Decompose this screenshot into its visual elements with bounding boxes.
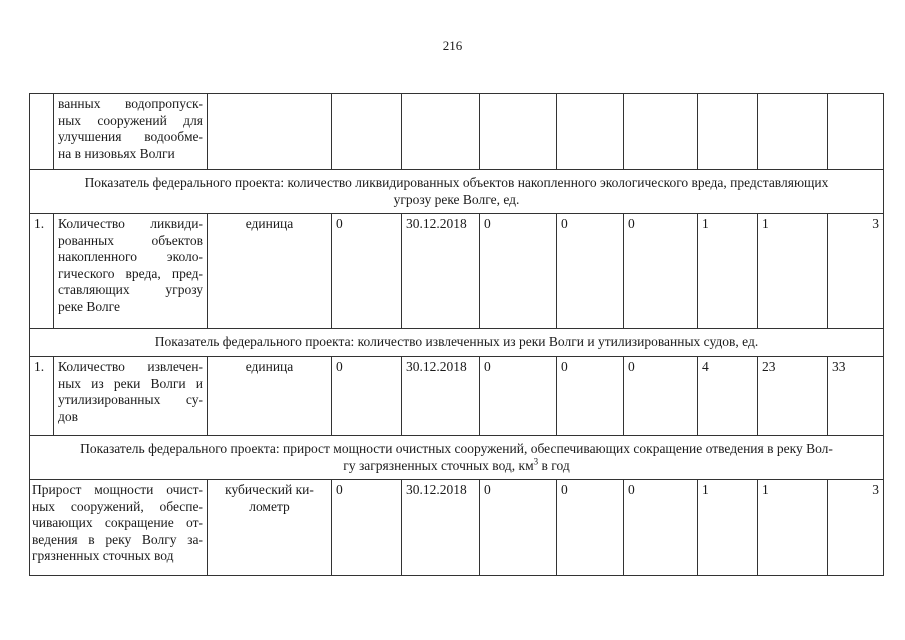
section-header-row (30, 436, 884, 480)
page-number: 216 (442, 38, 463, 53)
base-date-cell (402, 94, 480, 170)
name-line: утилизированных су- (58, 392, 203, 407)
row-number-cell: 1. (30, 214, 54, 329)
name-line: ведения в реку Волгу за- (32, 531, 203, 547)
section-header-row (30, 329, 884, 357)
value-cell: 0 (557, 214, 624, 329)
value-cell: 3 (828, 480, 884, 576)
row-number-cell: 1. (30, 357, 54, 436)
name-line: ных сооружений для (58, 112, 203, 128)
indicators-table (29, 93, 884, 576)
indicator-name-cell (54, 214, 208, 329)
section-header (30, 436, 884, 480)
indicator-name-cell (30, 480, 208, 576)
unit-cell (208, 94, 332, 170)
section-header-row (30, 170, 884, 214)
header-line: угрозу реке Волге, ед. (393, 191, 520, 207)
name-line: на в низовьях Волги (58, 145, 175, 161)
table-row (30, 214, 884, 329)
value-cell: 0 (480, 357, 557, 436)
table-row (30, 357, 884, 436)
value-cell: 1 (698, 214, 758, 329)
base-value-cell: 0 (332, 357, 402, 436)
indicator-name-cell (54, 94, 208, 170)
base-value-cell: 0 (332, 480, 402, 576)
value-cell: 33 (828, 357, 884, 436)
header-line: Показатель федерального проекта: прирост мощности очистных сооружений, обеспечивающих сокращение отведения в реку Вол- (80, 441, 833, 456)
unit-cell (208, 480, 332, 576)
table-row (30, 480, 884, 576)
value-cell: 4 (698, 357, 758, 436)
name-line: накопленного эколо- (58, 249, 203, 264)
table-row (30, 94, 884, 170)
value-cell: 1 (758, 480, 828, 576)
value-cell: 0 (557, 357, 624, 436)
name-line: ных сооружений, обеспе- (32, 498, 203, 514)
value-cell (557, 94, 624, 170)
value-cell: 1 (758, 214, 828, 329)
header-text: гу загрязненных сточных вод, км (343, 457, 534, 473)
section-header (30, 329, 884, 357)
value-cell: 0 (480, 480, 557, 576)
base-value-cell: 0 (332, 214, 402, 329)
name-line: дов (58, 408, 78, 424)
unit-line: единица (245, 359, 294, 374)
name-line: реке Волге (58, 298, 120, 314)
unit-line: лометр (249, 498, 290, 514)
row-number-cell (30, 94, 54, 170)
value-cell: 0 (624, 480, 698, 576)
name-line: ных из реки Волги и (58, 375, 203, 391)
value-cell: 0 (624, 214, 698, 329)
value-cell (758, 94, 828, 170)
value-cell (698, 94, 758, 170)
name-line: гического вреда, пред- (58, 265, 203, 281)
name-line: улучшения водообме- (58, 129, 203, 144)
header-line (36, 458, 877, 475)
value-cell: 0 (480, 214, 557, 329)
base-date-cell: 30.12.2018 (402, 480, 480, 576)
value-cell (480, 94, 557, 170)
superscript: 3 (533, 456, 539, 466)
indicator-name-cell (54, 357, 208, 436)
name-line: ставляющих угрозу (58, 282, 203, 297)
unit-cell (208, 214, 332, 329)
name-line: Прирост мощности очист- (32, 482, 203, 497)
unit-line: единица (245, 216, 294, 231)
header-line: Показатель федерального проекта: количество ликвидированных объектов накопленного экологического вреда, представляющих (84, 175, 829, 190)
value-cell (624, 94, 698, 170)
value-cell: 0 (624, 357, 698, 436)
name-line: чивающих сокращение от- (32, 515, 203, 530)
base-value-cell (332, 94, 402, 170)
name-line: ванных водопропуск- (58, 96, 203, 111)
name-line: Количество ликвиди- (58, 216, 203, 231)
name-line: грязненных сточных вод (32, 548, 174, 563)
value-cell: 23 (758, 357, 828, 436)
value-cell: 0 (557, 480, 624, 576)
name-line: рованных объектов (58, 232, 203, 248)
base-date-cell: 30.12.2018 (402, 357, 480, 436)
value-cell: 3 (828, 214, 884, 329)
value-cell: 1 (698, 480, 758, 576)
name-line: Количество извлечен- (58, 359, 203, 374)
value-cell (828, 94, 884, 170)
base-date-cell: 30.12.2018 (402, 214, 480, 329)
header-text: в год (538, 457, 570, 473)
header-line: Показатель федерального проекта: количество извлеченных из реки Волги и утилизированных судов, ед. (154, 334, 759, 350)
section-header (30, 170, 884, 214)
unit-line: кубический ки- (225, 482, 314, 497)
unit-cell (208, 357, 332, 436)
